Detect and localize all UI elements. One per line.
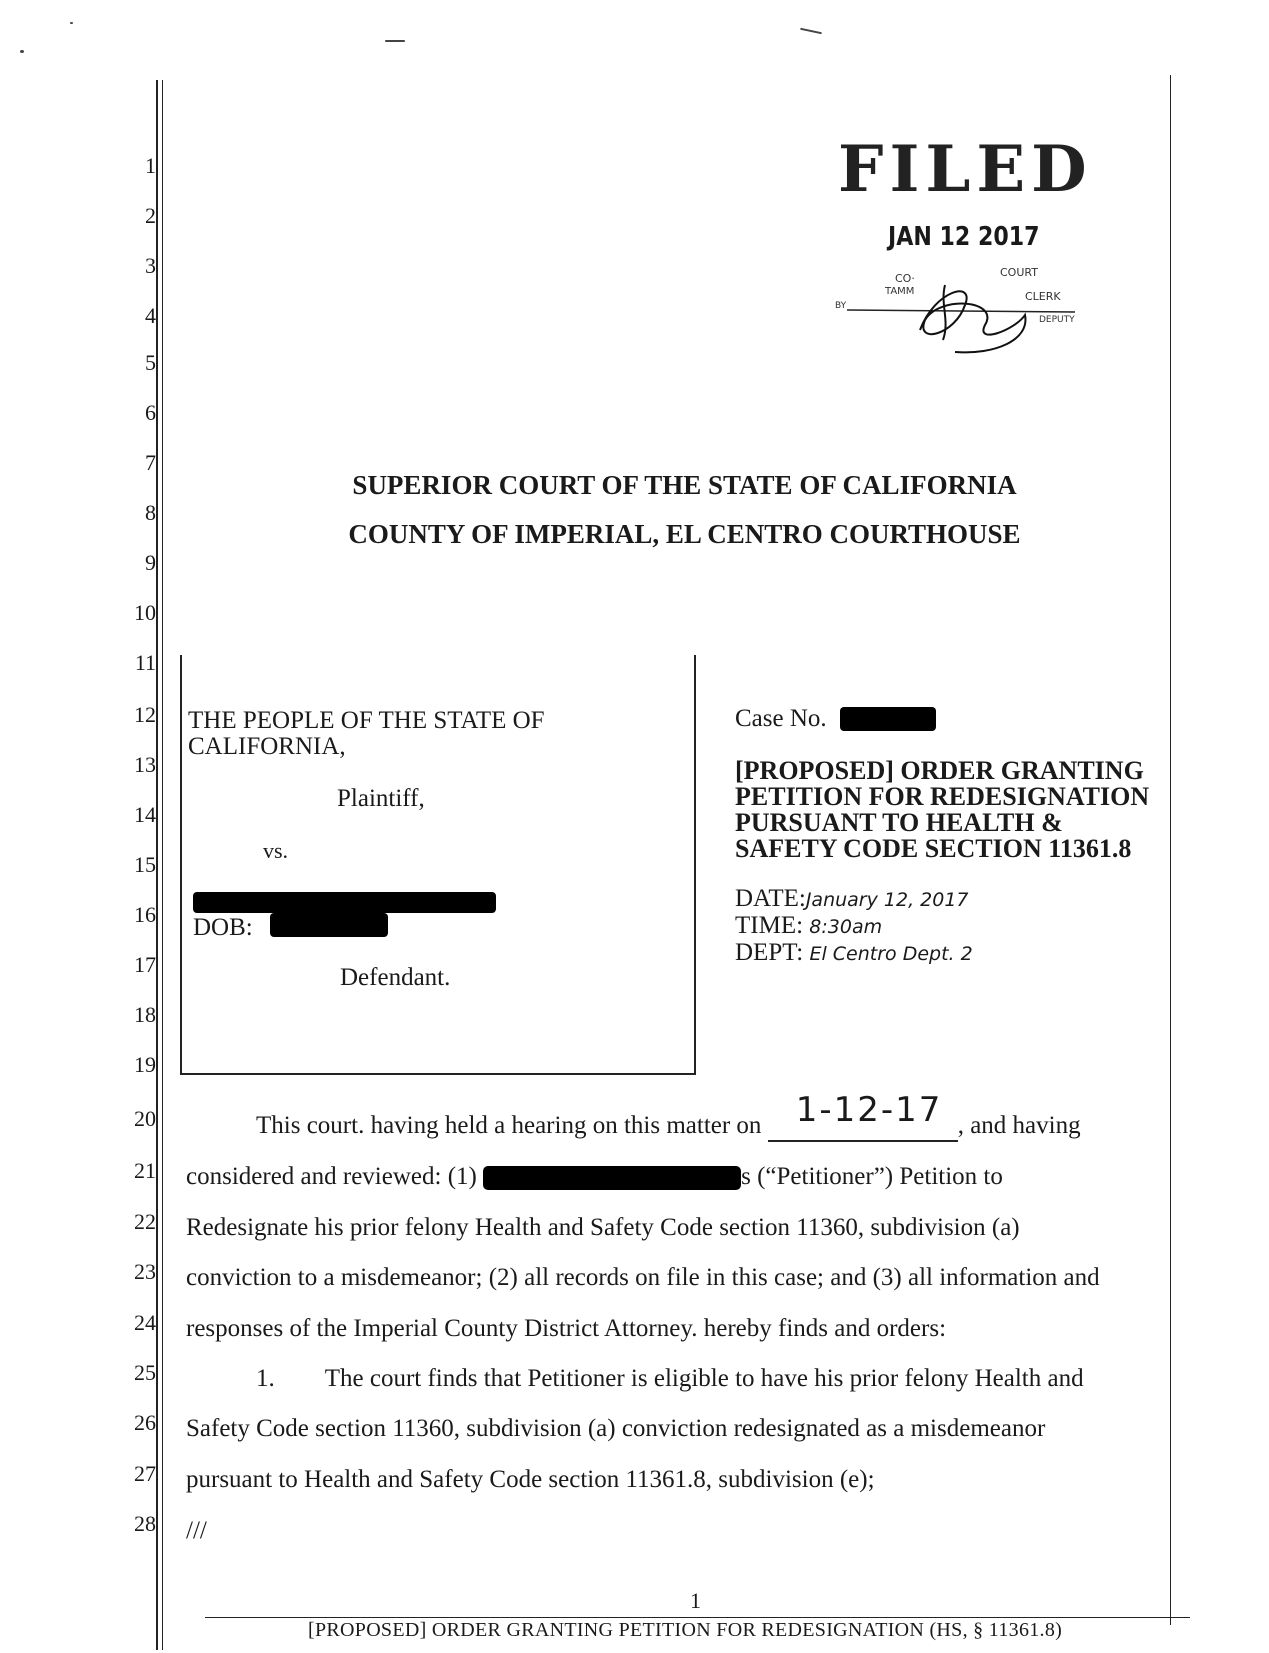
line-number: 12 [134, 702, 156, 727]
body-line-25: 1. The court finds that Petitioner is eligible to have his prior felony Health and [256, 1365, 1084, 1392]
line-number: 5 [145, 350, 156, 375]
body-line-27: pursuant to Health and Safety Code section 11361.8, subdivision (e); [186, 1466, 875, 1493]
body-line-20: This court. having held a hearing on this matter on 1-12-17 , and having [256, 1112, 1081, 1142]
hearing-date-row: DATE:January 12, 2017 [735, 885, 969, 912]
hearing-time-handwritten: 8:30am [809, 916, 883, 938]
redacted-defendant-name [193, 892, 496, 913]
svg-text:CO·: CO· [895, 272, 915, 285]
svg-text:BY: BY [835, 301, 847, 311]
court-name-line1: SUPERIOR COURT OF THE STATE OF CALIFORNIA [352, 470, 1017, 500]
line-number: 2 [145, 203, 156, 228]
hearing-date-handwritten-blank: 1-12-17 [795, 1090, 943, 1130]
line-number: 8 [145, 500, 156, 525]
body-line-28: /// [186, 1517, 207, 1544]
line-number: 7 [145, 450, 156, 475]
line-number: 25 [134, 1360, 156, 1385]
left-margin-rule [156, 80, 158, 1650]
scan-speck [800, 28, 822, 35]
line-number: 6 [145, 400, 156, 425]
line-number: 22 [134, 1209, 156, 1234]
line-number: 19 [134, 1052, 156, 1077]
line-number: 28 [134, 1511, 156, 1536]
footer-title: [PROPOSED] ORDER GRANTING PETITION FOR REDESIGNATION (HS, § 11361.8) [308, 1619, 1063, 1641]
hearing-date-blank [768, 1090, 958, 1142]
caption-people-line1: THE PEOPLE OF THE STATE OF [188, 707, 545, 734]
clerk-seal-signature [825, 260, 1095, 380]
case-number-label: Case No. [735, 705, 827, 732]
caption-defendant: Defendant. [340, 964, 451, 991]
caption-vs: vs. [263, 838, 289, 863]
body-line-22: Redesignate his prior felony Health and Safety Code section 11360, subdivision (a) [186, 1214, 1020, 1241]
order-title-line: [PROPOSED] ORDER GRANTING [735, 756, 1144, 785]
order-title-line: PURSUANT TO HEALTH & [735, 808, 1063, 837]
svg-text:TAMM: TAMM [885, 286, 915, 297]
line-number: 17 [134, 952, 156, 977]
line-number: 27 [134, 1461, 156, 1486]
svg-text:CLERK: CLERK [1025, 290, 1061, 303]
line-number: 11 [134, 650, 156, 675]
line-number: 3 [145, 253, 156, 278]
line-number: 21 [134, 1158, 156, 1183]
order-title [735, 758, 1149, 862]
filed-stamp [820, 130, 1110, 390]
line-number: 24 [134, 1310, 156, 1335]
body-line-26: Safety Code section 11360, subdivision (a) conviction redesignated as a misdemeanor [186, 1415, 1046, 1442]
hearing-info [735, 886, 973, 967]
svg-text:COURT: COURT [1000, 266, 1038, 279]
scan-speck [385, 40, 405, 42]
order-title-line: PETITION FOR REDESIGNATION [735, 782, 1150, 811]
hearing-dept-row: DEPT: El Centro Dept. 2 [735, 939, 973, 966]
hearing-date-handwritten: January 12, 2017 [805, 889, 969, 911]
redacted-petitioner-name [483, 1166, 741, 1190]
line-number: 23 [134, 1259, 156, 1284]
line-number: 1 [145, 153, 156, 178]
line-number: 26 [134, 1410, 156, 1435]
body-line-24: responses of the Imperial County District Attorney. hereby finds and orders: [186, 1315, 947, 1342]
line-number: 14 [134, 802, 156, 827]
redacted-case-number [840, 707, 936, 731]
right-margin-rule [1170, 75, 1171, 1625]
hearing-time-row: TIME: 8:30am [735, 912, 883, 939]
caption-people-line2: CALIFORNIA, [188, 733, 346, 760]
case-number-row [735, 706, 827, 732]
line-number: 16 [134, 902, 156, 927]
line-number: 9 [145, 550, 156, 575]
page-number: 1 [690, 1588, 701, 1613]
court-name-line2: COUNTY OF IMPERIAL, EL CENTRO COURTHOUSE [348, 519, 1021, 549]
filed-stamp-text: FILED [838, 132, 1093, 207]
filed-stamp-date: JAN 12 2017 [888, 222, 1040, 252]
caption-dob-label: DOB: [193, 914, 253, 941]
caption-plaintiff: Plaintiff, [337, 785, 425, 812]
left-margin-rule-inner [162, 80, 163, 1650]
line-number: 10 [134, 600, 156, 625]
line-number: 13 [134, 752, 156, 777]
svg-text:DEPUTY: DEPUTY [1039, 315, 1075, 325]
line-number: 18 [134, 1002, 156, 1027]
line-number: 15 [134, 852, 156, 877]
body-line-21: considered and reviewed: (1) s (“Petitioner”) Petition to [186, 1163, 1003, 1190]
footer-rule [205, 1617, 1190, 1618]
order-title-line: SAFETY CODE SECTION 11361.8 [735, 834, 1132, 863]
paragraph-number: 1. [256, 1365, 275, 1392]
scan-speck [70, 22, 73, 24]
line-number: 20 [134, 1106, 156, 1131]
body-line-23: conviction to a misdemeanor; (2) all records on file in this case; and (3) all information and [186, 1264, 1100, 1291]
redacted-dob [270, 913, 388, 937]
hearing-dept-handwritten: El Centro Dept. 2 [809, 943, 973, 965]
scan-speck [20, 50, 24, 53]
line-number: 4 [145, 303, 156, 328]
